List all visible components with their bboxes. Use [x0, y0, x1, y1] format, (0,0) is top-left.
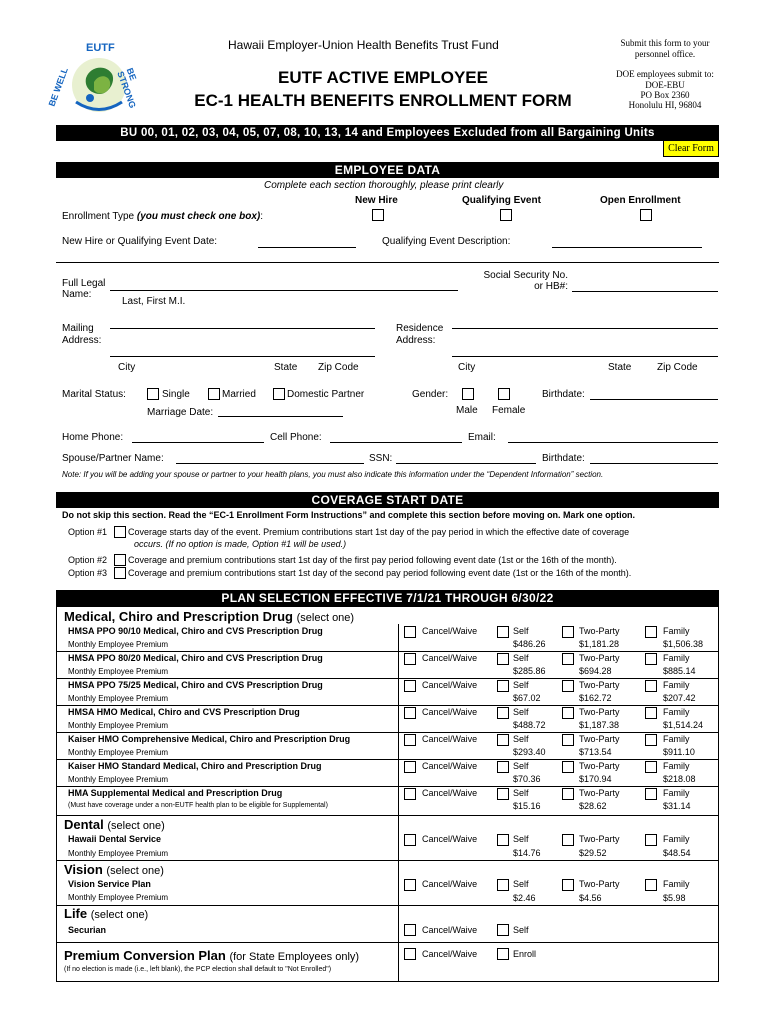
medical-two-party-price: $1,187.38 [579, 720, 620, 730]
medical-self-label: Self [513, 788, 529, 798]
medical-self-checkbox[interactable] [497, 707, 509, 719]
life-self-checkbox[interactable] [497, 924, 509, 936]
home-phone-field[interactable] [132, 442, 264, 443]
medical-self-label: Self [513, 680, 529, 690]
spouse-ssn-label: SSN: [369, 453, 393, 464]
medical-cancel-label: Cancel/Waive [422, 680, 478, 690]
event-desc-field[interactable] [552, 247, 702, 248]
event-date-label: New Hire or Qualifying Event Date: [62, 236, 218, 247]
vision-self-price: $2.46 [513, 893, 536, 903]
dental-self-label: Self [513, 834, 529, 844]
life-cancel-label: Cancel/Waive [422, 925, 478, 935]
marriage-date-label: Marriage Date: [147, 407, 214, 418]
name-hint: Last, First M.I. [122, 296, 186, 307]
vision-title-text: Vision [64, 862, 103, 877]
pcp-sub: (for State Employees only) [229, 951, 360, 963]
vision-two-checkbox[interactable] [562, 879, 574, 891]
logo-left-text: BE WELL [46, 66, 70, 108]
medical-two-party-label: Two-Party [579, 788, 620, 798]
domestic-partner-label: Domestic Partner [287, 389, 365, 400]
medical-cancel-label: Cancel/Waive [422, 761, 478, 771]
spouse-name-label: Spouse/Partner Name: [62, 453, 164, 464]
clear-form-button[interactable]: Clear Form [663, 140, 719, 157]
medical-self-price: $70.36 [513, 774, 541, 784]
life-title [64, 906, 148, 921]
vision-two-label: Two-Party [579, 879, 620, 889]
divider [56, 786, 719, 787]
vision-cancel-checkbox[interactable] [404, 879, 416, 891]
dental-title-text: Dental [64, 817, 104, 832]
doe-note-3: PO Box 2360 [640, 90, 690, 100]
medical-plan-note: (Must have coverage under a non-EUTF health plan to be eligible for Supplemental) [68, 802, 328, 809]
medical-two-party-checkbox[interactable] [562, 653, 574, 665]
medical-cancel-checkbox[interactable] [404, 707, 416, 719]
full-legal-label-1: Full Legal [62, 278, 106, 289]
ssn-field[interactable] [572, 291, 718, 292]
residence-label-2: Address: [396, 335, 436, 346]
coverage-instruction: Do not skip this section. Read the “EC-1 Enrollment Form Instructions” and complete this section before moving on. Mark one option. [62, 510, 636, 520]
single-label: Single [162, 389, 190, 400]
residence-state-label: State [608, 362, 632, 373]
vision-family-checkbox[interactable] [645, 879, 657, 891]
enrollment-type-colon: : [260, 211, 263, 222]
dental-plan-name: Hawaii Dental Service [68, 834, 162, 844]
email-label: Email: [468, 432, 496, 443]
marriage-date-field[interactable] [218, 416, 343, 417]
medical-plan-name: Kaiser HMO Standard Medical, Chiro and Prescription Drug [68, 761, 322, 771]
option2-text: Coverage and premium contributions start 1st day of the first pay period following event date (1st or the 16th of the month). [128, 555, 617, 565]
residence-zip-label: Zip Code [657, 362, 698, 373]
pcp-enroll-checkbox[interactable] [497, 948, 509, 960]
option2-label: Option #2 [68, 555, 108, 565]
medical-family-price: $1,514.24 [663, 720, 704, 730]
life-self-label: Self [513, 925, 529, 935]
medical-family-checkbox[interactable] [645, 761, 657, 773]
new-hire-checkbox[interactable] [372, 209, 384, 221]
doe-note-1: DOE employees submit to: [616, 69, 714, 79]
plan-selection-header: PLAN SELECTION EFFECTIVE 7/1/21 THROUGH 6/30/22 [56, 590, 719, 606]
medical-cancel-label: Cancel/Waive [422, 707, 478, 717]
pcp-title [64, 948, 359, 963]
medical-family-checkbox[interactable] [645, 626, 657, 638]
dental-self-checkbox[interactable] [497, 834, 509, 846]
divider [56, 262, 719, 263]
medical-premium-label: Monthly Employee Premium [68, 667, 169, 676]
medical-two-party-checkbox[interactable] [562, 626, 574, 638]
full-legal-label-2: Name: [62, 289, 92, 300]
divider [56, 905, 719, 906]
dental-family-price: $48.54 [663, 848, 691, 858]
medical-plan-name: HMSA PPO 80/20 Medical, Chiro and CVS Prescription Drug [68, 653, 323, 663]
org-name: Hawaii Employer-Union Health Benefits Trust Fund [228, 38, 499, 52]
cell-phone-field[interactable] [330, 442, 462, 443]
residence-label-1: Residence [396, 323, 444, 334]
pcp-enroll-label: Enroll [513, 949, 537, 959]
medical-title [64, 609, 354, 624]
medical-family-checkbox[interactable] [645, 653, 657, 665]
medical-two-party-label: Two-Party [579, 734, 620, 744]
life-cancel-checkbox[interactable] [404, 924, 416, 936]
dental-two-checkbox[interactable] [562, 834, 574, 846]
spouse-birthdate-label: Birthdate: [542, 453, 585, 464]
married-label: Married [222, 389, 256, 400]
medical-two-party-checkbox[interactable] [562, 788, 574, 800]
birthdate-label: Birthdate: [542, 389, 585, 400]
medical-self-price: $486.26 [513, 639, 546, 649]
full-name-field[interactable] [110, 290, 458, 291]
open-enrollment-label: Open Enrollment [600, 195, 681, 206]
vision-family-price: $5.98 [663, 893, 686, 903]
event-desc-label: Qualifying Event Description: [382, 236, 511, 247]
medical-family-checkbox[interactable] [645, 680, 657, 692]
dental-cancel-label: Cancel/Waive [422, 834, 478, 844]
divider [56, 860, 719, 861]
medical-title-text: Medical, Chiro and Prescription Drug [64, 609, 293, 624]
medical-family-price: $911.10 [663, 747, 695, 757]
mailing-address-field[interactable] [110, 328, 375, 329]
medical-self-checkbox[interactable] [497, 626, 509, 638]
dental-two-price: $29.52 [579, 848, 607, 858]
medical-self-checkbox[interactable] [497, 788, 509, 800]
submit-note-1: Submit this form to your [620, 38, 710, 48]
vision-sub: (select one) [106, 865, 164, 877]
medical-premium-label: Monthly Employee Premium [68, 748, 169, 757]
residence-address-field[interactable] [452, 328, 718, 329]
spouse-name-field[interactable] [176, 463, 364, 464]
option2-checkbox[interactable] [114, 554, 126, 566]
mailing-label-2: Address: [62, 335, 102, 346]
divider [56, 705, 719, 706]
medical-self-price: $15.16 [513, 801, 541, 811]
medical-cancel-checkbox[interactable] [404, 626, 416, 638]
female-label: Female [492, 405, 526, 416]
divider [56, 759, 719, 760]
medical-self-price: $285.86 [513, 666, 546, 676]
dental-family-label: Family [663, 834, 690, 844]
spouse-note: Note: If you will be adding your spouse or partner to your health plans, you must also indicate this information under the “Dependent Information” section. [62, 470, 604, 479]
vision-two-price: $4.56 [579, 893, 602, 903]
option1-label: Option #1 [68, 527, 108, 537]
option1-text: Coverage starts day of the event. Premium contributions start 1st day of the pay period in which the effective date of coverage [128, 527, 630, 537]
life-title-text: Life [64, 906, 88, 921]
medical-two-party-label: Two-Party [579, 707, 620, 717]
mailing-label-1: Mailing [62, 323, 94, 334]
doe-note-2: DOE-EBU [645, 80, 685, 90]
medical-two-party-label: Two-Party [579, 653, 620, 663]
medical-self-label: Self [513, 761, 529, 771]
medical-two-party-price: $1,181.28 [579, 639, 620, 649]
dental-premium-label: Monthly Employee Premium [68, 849, 169, 858]
medical-two-party-price: $694.28 [579, 666, 612, 676]
medical-plan-name: Kaiser HMO Comprehensive Medical, Chiro and Prescription Drug [68, 734, 351, 744]
medical-two-party-label: Two-Party [579, 761, 620, 771]
medical-self-checkbox[interactable] [497, 680, 509, 692]
medical-family-price: $1,506.38 [663, 639, 704, 649]
medical-self-price: $293.40 [513, 747, 546, 757]
medical-family-price: $207.42 [663, 693, 696, 703]
new-hire-label: New Hire [355, 195, 398, 206]
divider [56, 651, 719, 652]
cell-phone-label: Cell Phone: [270, 432, 322, 443]
medical-family-label: Family [663, 626, 690, 636]
medical-two-party-checkbox[interactable] [562, 734, 574, 746]
medical-family-label: Family [663, 761, 690, 771]
medical-two-party-checkbox[interactable] [562, 707, 574, 719]
medical-cancel-checkbox[interactable] [404, 653, 416, 665]
qualifying-event-label: Qualifying Event [462, 195, 541, 206]
enrollment-type-label [62, 211, 263, 222]
medical-self-price: $488.72 [513, 720, 546, 730]
medical-family-price: $31.14 [663, 801, 691, 811]
mailing-state-label: State [274, 362, 298, 373]
dental-family-checkbox[interactable] [645, 834, 657, 846]
spouse-birthdate-field[interactable] [590, 463, 718, 464]
male-checkbox[interactable] [462, 388, 474, 400]
medical-cancel-label: Cancel/Waive [422, 734, 478, 744]
vision-premium-label: Monthly Employee Premium [68, 893, 169, 902]
mailing-address-field-2[interactable] [110, 356, 375, 357]
mailing-zip-label: Zip Code [318, 362, 359, 373]
option1-text-2: occurs. (If no option is made, Option #1 will be used.) [134, 539, 347, 549]
divider [56, 815, 719, 816]
vision-cancel-label: Cancel/Waive [422, 879, 478, 889]
vision-self-checkbox[interactable] [497, 879, 509, 891]
dental-cancel-checkbox[interactable] [404, 834, 416, 846]
medical-self-price: $67.02 [513, 693, 541, 703]
option3-text: Coverage and premium contributions start 1st day of the second pay period following event date (1st or the 16th of the month). [128, 568, 632, 578]
single-checkbox[interactable] [147, 388, 159, 400]
medical-self-label: Self [513, 626, 529, 636]
medical-two-party-price: $162.72 [579, 693, 612, 703]
medical-two-party-price: $28.62 [579, 801, 607, 811]
qualifying-event-checkbox[interactable] [500, 209, 512, 221]
dental-self-price: $14.76 [513, 848, 541, 858]
medical-family-checkbox[interactable] [645, 734, 657, 746]
married-checkbox[interactable] [208, 388, 220, 400]
employee-instructions: Complete each section thoroughly, please print clearly [264, 180, 504, 191]
medical-family-checkbox[interactable] [645, 788, 657, 800]
divider [56, 678, 719, 679]
event-date-field[interactable] [258, 247, 356, 248]
form-title-2: EC-1 HEALTH BENEFITS ENROLLMENT FORM [194, 91, 572, 110]
vision-self-label: Self [513, 879, 529, 889]
medical-family-label: Family [663, 707, 690, 717]
bu-banner: BU 00, 01, 02, 03, 04, 05, 07, 08, 10, 13, 14 and Employees Excluded from all Bargaining Units [56, 125, 719, 141]
medical-family-checkbox[interactable] [645, 707, 657, 719]
medical-self-label: Self [513, 653, 529, 663]
medical-premium-label: Monthly Employee Premium [68, 721, 169, 730]
open-enrollment-checkbox[interactable] [640, 209, 652, 221]
medical-two-party-checkbox[interactable] [562, 680, 574, 692]
marital-status-label: Marital Status: [62, 389, 126, 400]
medical-two-party-label: Two-Party [579, 626, 620, 636]
vision-title [64, 862, 164, 877]
form-title-1: EUTF ACTIVE EMPLOYEE [277, 68, 488, 87]
vision-family-label: Family [663, 879, 690, 889]
medical-sub: (select one) [296, 612, 355, 624]
medical-family-label: Family [663, 653, 690, 663]
medical-plan-name: HMA Supplemental Medical and Prescription Drug [68, 788, 283, 798]
home-phone-label: Home Phone: [62, 432, 124, 443]
pcp-title-text: Premium Conversion Plan [64, 948, 226, 963]
divider [56, 732, 719, 733]
medical-family-label: Family [663, 680, 690, 690]
pcp-cancel-label: Cancel/Waive [422, 949, 478, 959]
mailing-city-label: City [118, 362, 136, 373]
female-checkbox[interactable] [498, 388, 510, 400]
medical-family-price: $885.14 [663, 666, 696, 676]
residence-city-label: City [458, 362, 476, 373]
medical-two-party-label: Two-Party [579, 680, 620, 690]
medical-cancel-checkbox[interactable] [404, 761, 416, 773]
medical-cancel-label: Cancel/Waive [422, 653, 478, 663]
medical-two-party-checkbox[interactable] [562, 761, 574, 773]
medical-two-party-price: $170.94 [579, 774, 612, 784]
medical-premium-label: Monthly Employee Premium [68, 694, 169, 703]
email-field[interactable] [508, 442, 718, 443]
medical-self-label: Self [513, 707, 529, 717]
ssn-label-1: Social Security No. [483, 270, 568, 281]
medical-two-party-price: $713.54 [579, 747, 612, 757]
medical-cancel-label: Cancel/Waive [422, 626, 478, 636]
option1-checkbox[interactable] [114, 526, 126, 538]
gender-label: Gender: [412, 389, 449, 400]
spouse-ssn-field[interactable] [396, 463, 536, 464]
logo-right-text: BE STRONG [115, 66, 139, 110]
dental-title [64, 817, 165, 832]
medical-cancel-checkbox[interactable] [404, 680, 416, 692]
employee-data-header: EMPLOYEE DATA [56, 162, 719, 178]
enrollment-type-text: Enrollment Type [62, 211, 135, 222]
enrollment-type-note: (you must check one box) [136, 211, 261, 222]
vision-plan-name: Vision Service Plan [68, 879, 151, 889]
medical-family-price: $218.08 [663, 774, 696, 784]
dental-sub: (select one) [107, 820, 165, 832]
medical-plan-name: HMSA HMO Medical, Chiro and CVS Prescription Drug [68, 707, 300, 717]
doe-note-4: Honolulu HI, 96804 [628, 100, 702, 110]
coverage-header: COVERAGE START DATE [56, 492, 719, 508]
medical-plan-name: HMSA PPO 75/25 Medical, Chiro and CVS Prescription Drug [68, 680, 323, 690]
medical-cancel-checkbox[interactable] [404, 734, 416, 746]
pcp-cancel-checkbox[interactable] [404, 948, 416, 960]
male-label: Male [456, 405, 478, 416]
medical-cancel-label: Cancel/Waive [422, 788, 478, 798]
submit-note-2: personnel office. [634, 49, 696, 59]
birthdate-field[interactable] [590, 399, 718, 400]
ssn-label-2: or HB#: [534, 281, 568, 292]
medical-premium-label: Monthly Employee Premium [68, 640, 169, 649]
medical-self-checkbox[interactable] [497, 653, 509, 665]
domestic-partner-checkbox[interactable] [273, 388, 285, 400]
medical-self-label: Self [513, 734, 529, 744]
medical-self-checkbox[interactable] [497, 734, 509, 746]
residence-address-field-2[interactable] [452, 356, 718, 357]
divider [56, 942, 719, 943]
medical-self-checkbox[interactable] [497, 761, 509, 773]
medical-premium-label: Monthly Employee Premium [68, 775, 169, 784]
pcp-note: (If no election is made (i.e., left blank), the PCP election shall default to "Not Enrolled") [64, 966, 332, 973]
medical-family-label: Family [663, 734, 690, 744]
life-sub: (select one) [90, 909, 149, 921]
option3-checkbox[interactable] [114, 567, 126, 579]
dental-two-label: Two-Party [579, 834, 620, 844]
logo-top-text: EUTF [86, 42, 115, 54]
option3-label: Option #3 [68, 568, 108, 578]
medical-plan-name: HMSA PPO 90/10 Medical, Chiro and CVS Prescription Drug [68, 626, 323, 636]
life-plan-name: Securian [68, 925, 107, 935]
medical-cancel-checkbox[interactable] [404, 788, 416, 800]
medical-family-label: Family [663, 788, 690, 798]
